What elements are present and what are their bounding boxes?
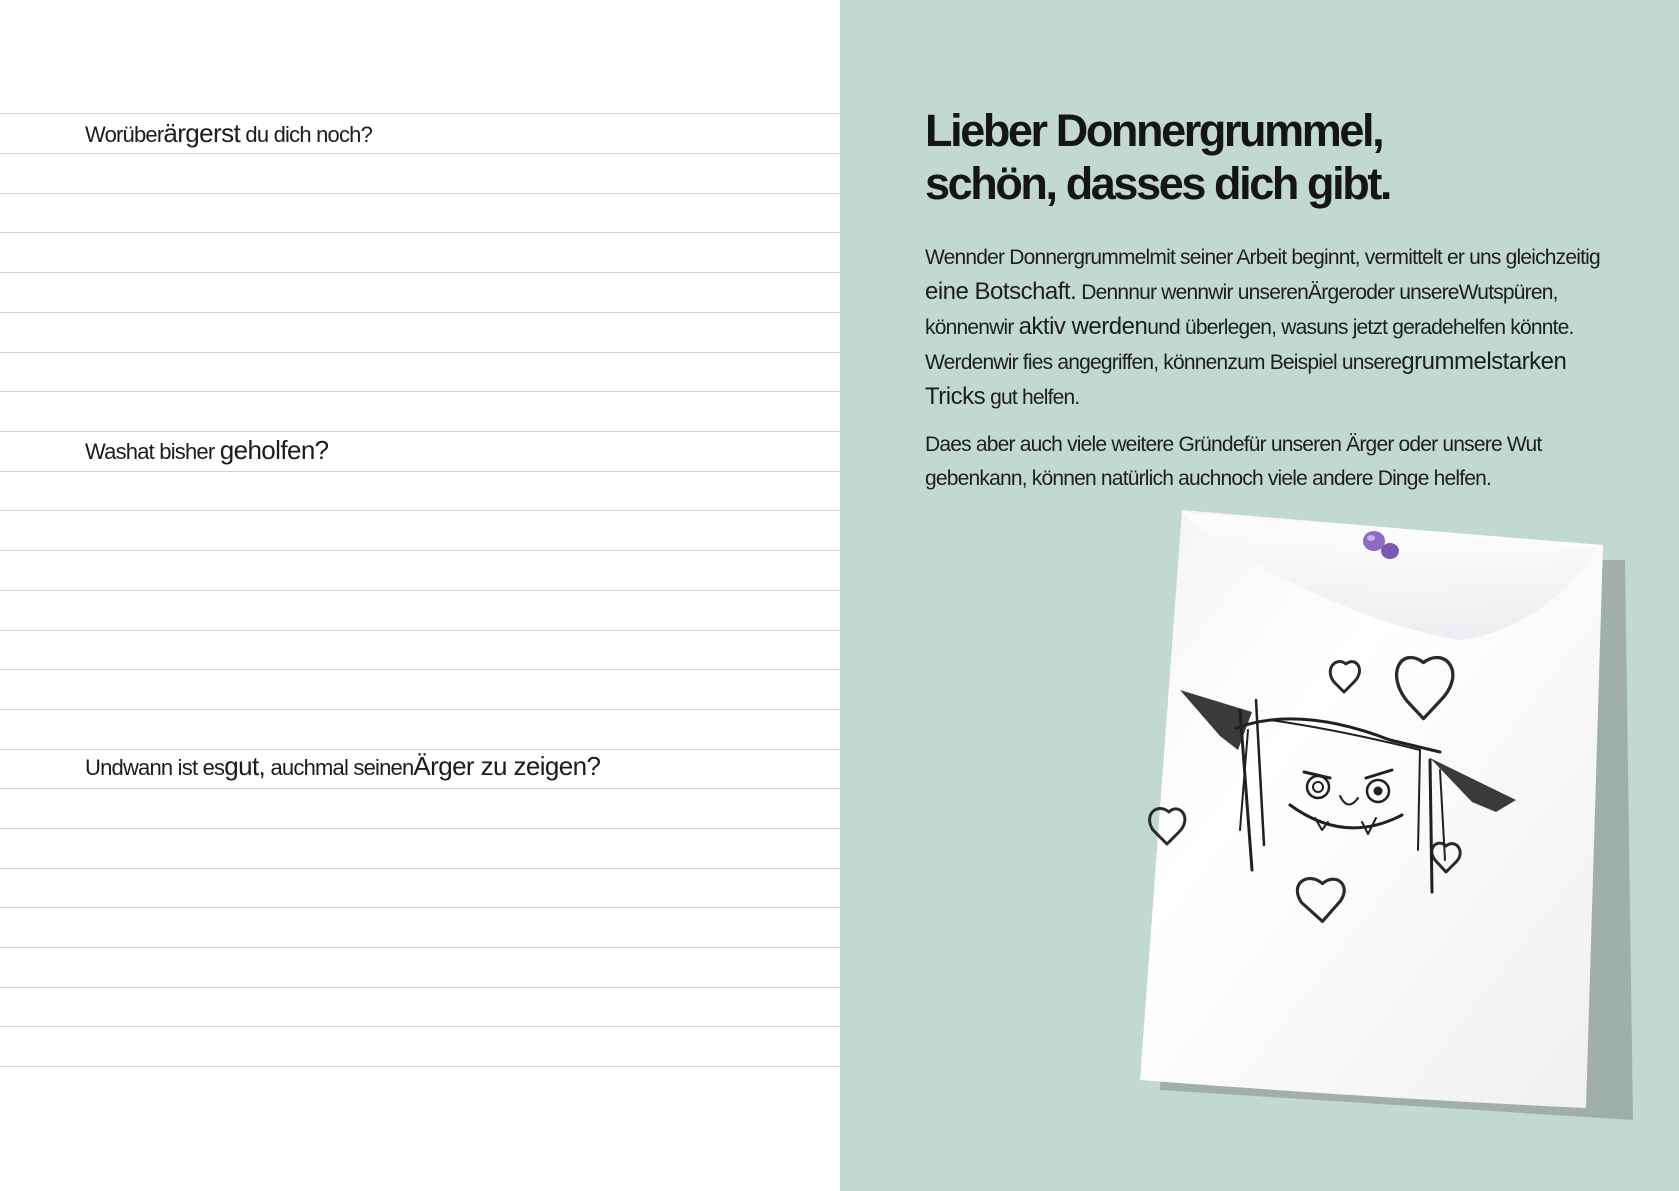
- question-2-emphasis: geholfen?: [219, 435, 329, 465]
- writing-line: [0, 113, 840, 114]
- writing-line: [0, 709, 840, 710]
- writing-line: [0, 907, 840, 908]
- letter-headline: [925, 104, 1390, 210]
- question-3-text-mid: auchmal seinen: [265, 755, 414, 780]
- question-1-text-end: du dich noch?: [240, 122, 373, 147]
- writing-line: [0, 828, 840, 829]
- paragraph-1-emphasis-aktiv: aktiv werden: [1018, 313, 1148, 340]
- question-3: [85, 751, 600, 782]
- question-3-emphasis: gut,: [224, 751, 266, 781]
- writing-line: [0, 1066, 840, 1067]
- question-1-emphasis: ärgerst: [163, 118, 241, 148]
- writing-line: [0, 550, 840, 551]
- paragraph-1-text-b: Dennnur wennwir unserenÄrgeroder unsereWutspüren, könnenwir: [925, 281, 1558, 339]
- headline-line-1: Lieber Donnergrummel,: [925, 105, 1383, 156]
- writing-line: [0, 749, 840, 750]
- writing-line: [0, 232, 840, 233]
- writing-line: [0, 153, 840, 154]
- writing-line: [0, 590, 840, 591]
- writing-line: [0, 788, 840, 789]
- writing-line: [0, 669, 840, 670]
- paragraph-1-text-a: Wennder Donnergrummelmit seiner Arbeit beginnt, vermittelt er uns gleichzeitig: [925, 246, 1600, 269]
- question-1: [85, 118, 372, 149]
- question-2-text: Washat bisher: [85, 439, 220, 464]
- paragraph-1-text-c: und überlegen, wasuns jetzt geradehelfen könnte. Werdenwir fies angegriffen, könnenzum Beispiel unsere: [925, 316, 1574, 374]
- writing-line: [0, 510, 840, 511]
- writing-line: [0, 193, 840, 194]
- writing-line: [0, 1026, 840, 1027]
- question-1-text: Worüber: [85, 122, 164, 147]
- paragraph-1-text-d: gut helfen.: [985, 386, 1080, 409]
- paragraph-1-emphasis-botschaft: eine Botschaft.: [925, 278, 1077, 305]
- pinned-paper-illustration: [1140, 500, 1660, 1140]
- writing-line: [0, 391, 840, 392]
- writing-line: [0, 431, 840, 432]
- writing-line: [0, 471, 840, 472]
- writing-line: [0, 352, 840, 353]
- question-3-text: Undwann ist es: [85, 755, 225, 780]
- paragraph-1-emphasis-tricks: grummelstarken Tricks: [925, 348, 1567, 410]
- writing-line: [0, 630, 840, 631]
- writing-line: [0, 868, 840, 869]
- headline-line-2: schön, dasses dich gibt.: [925, 158, 1391, 209]
- writing-line: [0, 312, 840, 313]
- writing-line: [0, 272, 840, 273]
- writing-line: [0, 987, 840, 988]
- writing-line: [0, 947, 840, 948]
- question-3-emphasis-2: Ärger zu zeigen?: [413, 751, 601, 781]
- letter-paragraph-1: [925, 241, 1625, 415]
- question-2: [85, 435, 329, 466]
- letter-paragraph-2: Daes aber auch viele weitere Gründefür unseren Ärger oder unsere Wut gebenkann, können natürlich auchnoch viele andere Dinge helfen.: [925, 433, 1542, 490]
